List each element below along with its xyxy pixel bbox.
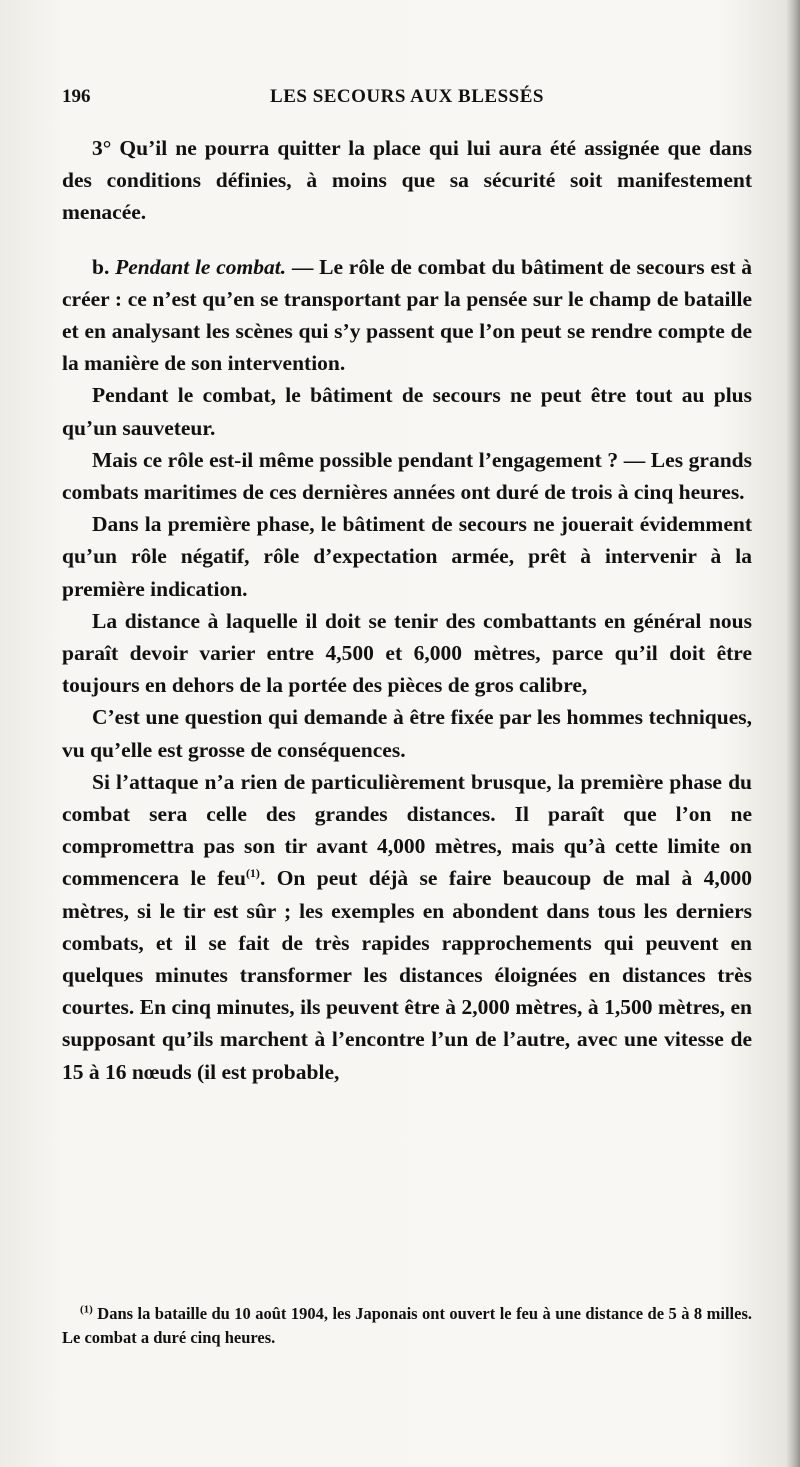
footnote [62,1302,752,1350]
paragraph: 3° Qu’il ne pourra quitter la place qui lui aura été assignée que dans des conditions définies, à moins que sa sécurité soit manifestement menacée. [62,136,752,225]
paragraph-text: — Le rôle de combat du bâtiment de secours est à créer : ce n’est qu’en se transportant par la pensée sur le champ de bataille et en analysant les scènes qui s’y passent que l’on peut se rendre compte de la manière de son intervention. [62,254,752,376]
running-title: LES SECOURS AUX BLESSÉS [270,86,544,107]
paragraph: Dans la première phase, le bâtiment de secours ne jouerait évidemment qu’un rôle négatif, rôle d’expectation armée, prêt à intervenir à la première indication. [62,512,752,601]
section-label: b. [92,254,110,279]
paragraph: Pendant le combat, le bâtiment de secours ne peut être tout au plus qu’un sauveteur. [62,383,752,440]
paragraph [62,251,752,380]
section-title: Pendant le combat. [115,254,287,279]
body-text [62,132,752,1088]
page-header [62,86,752,116]
footnote-text: Dans la bataille du 10 août 1904, les Japonais ont ouvert le feu à une distance de 5 à 8 milles. Le combat a duré cinq heures. [62,1304,752,1347]
page-number: 196 [62,86,91,107]
paragraph-text: . On peut déjà se faire beaucoup de mal à 4,000 mètres, si le tir est sûr ; les exemples en abondent dans tous les derniers combats, et il se fait de très rapides rapprochements qui peuvent en quelques minutes transformer les distances éloignées en distances très courtes. En cinq minutes, ils peuvent être à 2,000 mètres, à 1,500 mètres, en supposant qu’ils marchent à l’encontre l’un de l’autre, avec une vitesse de 15 à 16 nœuds (il est probable, [62,866,752,1084]
paragraph: C’est une question qui demande à être fixée par les hommes techniques, vu qu’elle est grosse de conséquences. [62,705,752,762]
paragraph: La distance à laquelle il doit se tenir des combattants en général nous paraît devoir varier entre 4,500 et 6,000 mètres, parce qu’il doit être toujours en dehors de la portée des pièces de gros calibre, [62,608,752,698]
paragraph [62,766,752,1088]
footnote-reference[interactable]: (1) [245,866,260,881]
footnote-mark: (1) [80,1303,93,1316]
paragraph: Mais ce rôle est-il même possible pendant l’engagement ? — Les grands combats maritimes de ces dernières années ont duré de trois à cinq heures. [62,447,752,505]
page-edge-shadow [786,0,800,1467]
paragraph-text: Si l’attaque n’a rien de particulièrement brusque, la première phase du combat sera celle des grandes distances. Il paraît que l’on ne compromettra pas son tir avant 4,000 mètres, mais qu’à cette limite on commencera le feu [62,769,752,891]
